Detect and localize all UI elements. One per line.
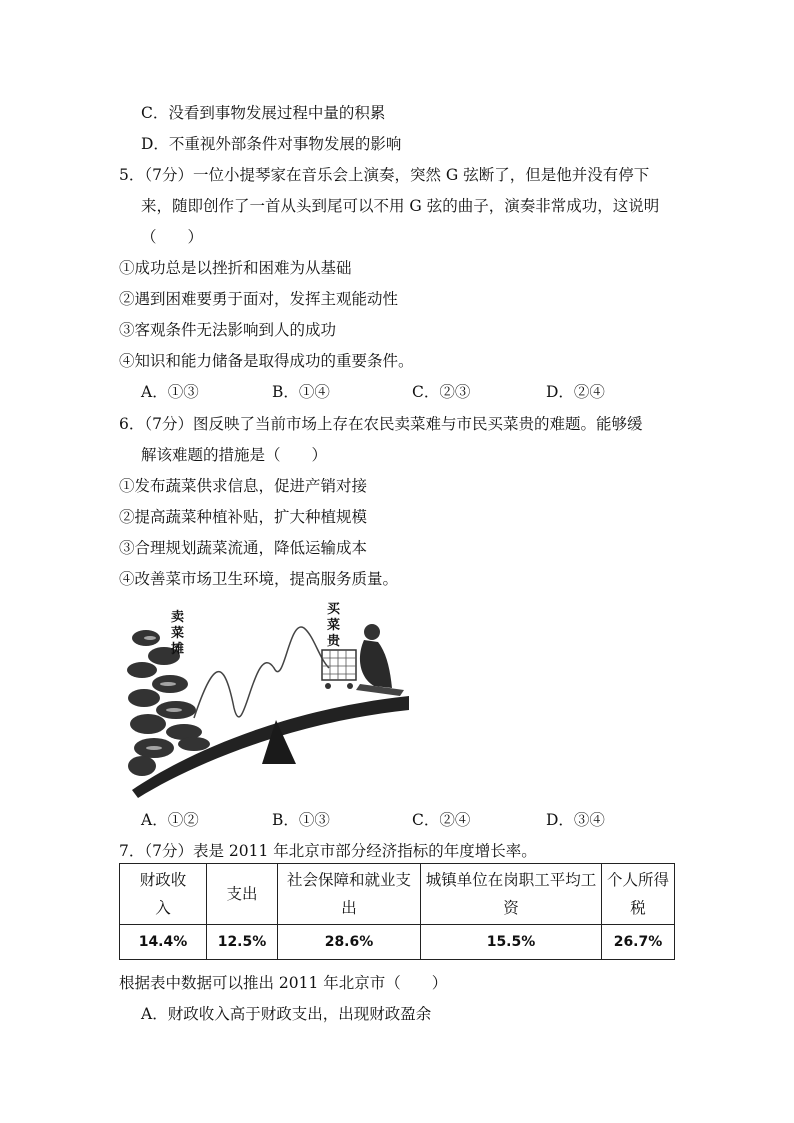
q6-option-b[interactable]: B．①③ bbox=[272, 811, 330, 829]
q6-option-a[interactable]: A．①② bbox=[141, 811, 199, 829]
q5-statement-3: ③客观条件无法影响到人的成功 bbox=[119, 321, 337, 339]
q6-option-c[interactable]: C．②④ bbox=[412, 811, 471, 829]
table-header-cell: 个人所得税 bbox=[602, 864, 675, 925]
seesaw-cartoon bbox=[124, 598, 414, 798]
q6-stem-line2: 解该难题的措施是（ ） bbox=[141, 446, 328, 464]
table-header-cell: 支出 bbox=[207, 864, 278, 925]
table-header-cell: 财政收 入 bbox=[120, 864, 207, 925]
q7-after-table: 根据表中数据可以推出 2011 年北京市（ ） bbox=[119, 974, 448, 992]
q7-option-a[interactable]: A．财政收入高于财政支出，出现财政盈余 bbox=[141, 1005, 432, 1023]
q5-stem-line2: 来，随即创作了一首从头到尾可以不用 G 弦的曲子，演奏非常成功，这说明 bbox=[141, 197, 660, 215]
table-cell: 14.4% bbox=[120, 925, 207, 960]
q5-statement-4: ④知识和能力储备是取得成功的重要条件。 bbox=[119, 352, 414, 370]
table-cell: 15.5% bbox=[421, 925, 602, 960]
q5-option-b[interactable]: B．①④ bbox=[272, 383, 330, 401]
q6-statement-3: ③合理规划蔬菜流通，降低运输成本 bbox=[119, 539, 368, 557]
cartoon-label-sell-veg: 卖 菜 摊 bbox=[171, 610, 185, 657]
table-cell: 28.6% bbox=[278, 925, 421, 960]
q5-option-d[interactable]: D．②④ bbox=[546, 383, 605, 401]
q5-option-c[interactable]: C．②③ bbox=[412, 383, 471, 401]
q5-statement-1: ①成功总是以挫折和困难为从基础 bbox=[119, 259, 352, 277]
seesaw-illustration bbox=[124, 598, 414, 798]
q6-statement-2: ②提高蔬菜种植补贴，扩大种植规模 bbox=[119, 508, 368, 526]
q5-stem-line1: 5．（7分）一位小提琴家在音乐会上演奏，突然 G 弦断了，但是他并没有停下 bbox=[119, 166, 650, 184]
q5-stem-line3: （ ） bbox=[141, 228, 204, 246]
q5-statement-2: ②遇到困难要勇于面对，发挥主观能动性 bbox=[119, 290, 399, 308]
cartoon-label-buy-veg: 买 菜 贵 bbox=[327, 602, 341, 649]
table-cell: 26.7% bbox=[602, 925, 675, 960]
q6-statement-1: ①发布蔬菜供求信息，促进产销对接 bbox=[119, 477, 368, 495]
q6-stem-line1: 6．（7分）图反映了当前市场上存在农民卖菜难与市民买菜贵的难题。能够缓 bbox=[119, 415, 643, 433]
bounce-path bbox=[194, 627, 329, 718]
economic-indicator-table bbox=[119, 863, 675, 960]
table-cell: 12.5% bbox=[207, 925, 278, 960]
prev-option-d: D．不重视外部条件对事物发展的影响 bbox=[141, 135, 402, 153]
table-header-row bbox=[120, 864, 675, 925]
table-header-cell: 城镇单位在岗职工平均工 资 bbox=[421, 864, 602, 925]
q6-option-d[interactable]: D．③④ bbox=[546, 811, 605, 829]
prev-option-c: C．没看到事物发展过程中量的积累 bbox=[141, 104, 386, 122]
q5-option-a[interactable]: A．①③ bbox=[141, 383, 199, 401]
q7-stem-line1: 7．（7分）表是 2011 年北京市部分经济指标的年度增长率。 bbox=[119, 842, 537, 860]
table-header-cell: 社会保障和就业支 出 bbox=[278, 864, 421, 925]
table-row bbox=[120, 925, 675, 960]
q6-statement-4: ④改善菜市场卫生环境，提高服务质量。 bbox=[119, 570, 399, 588]
